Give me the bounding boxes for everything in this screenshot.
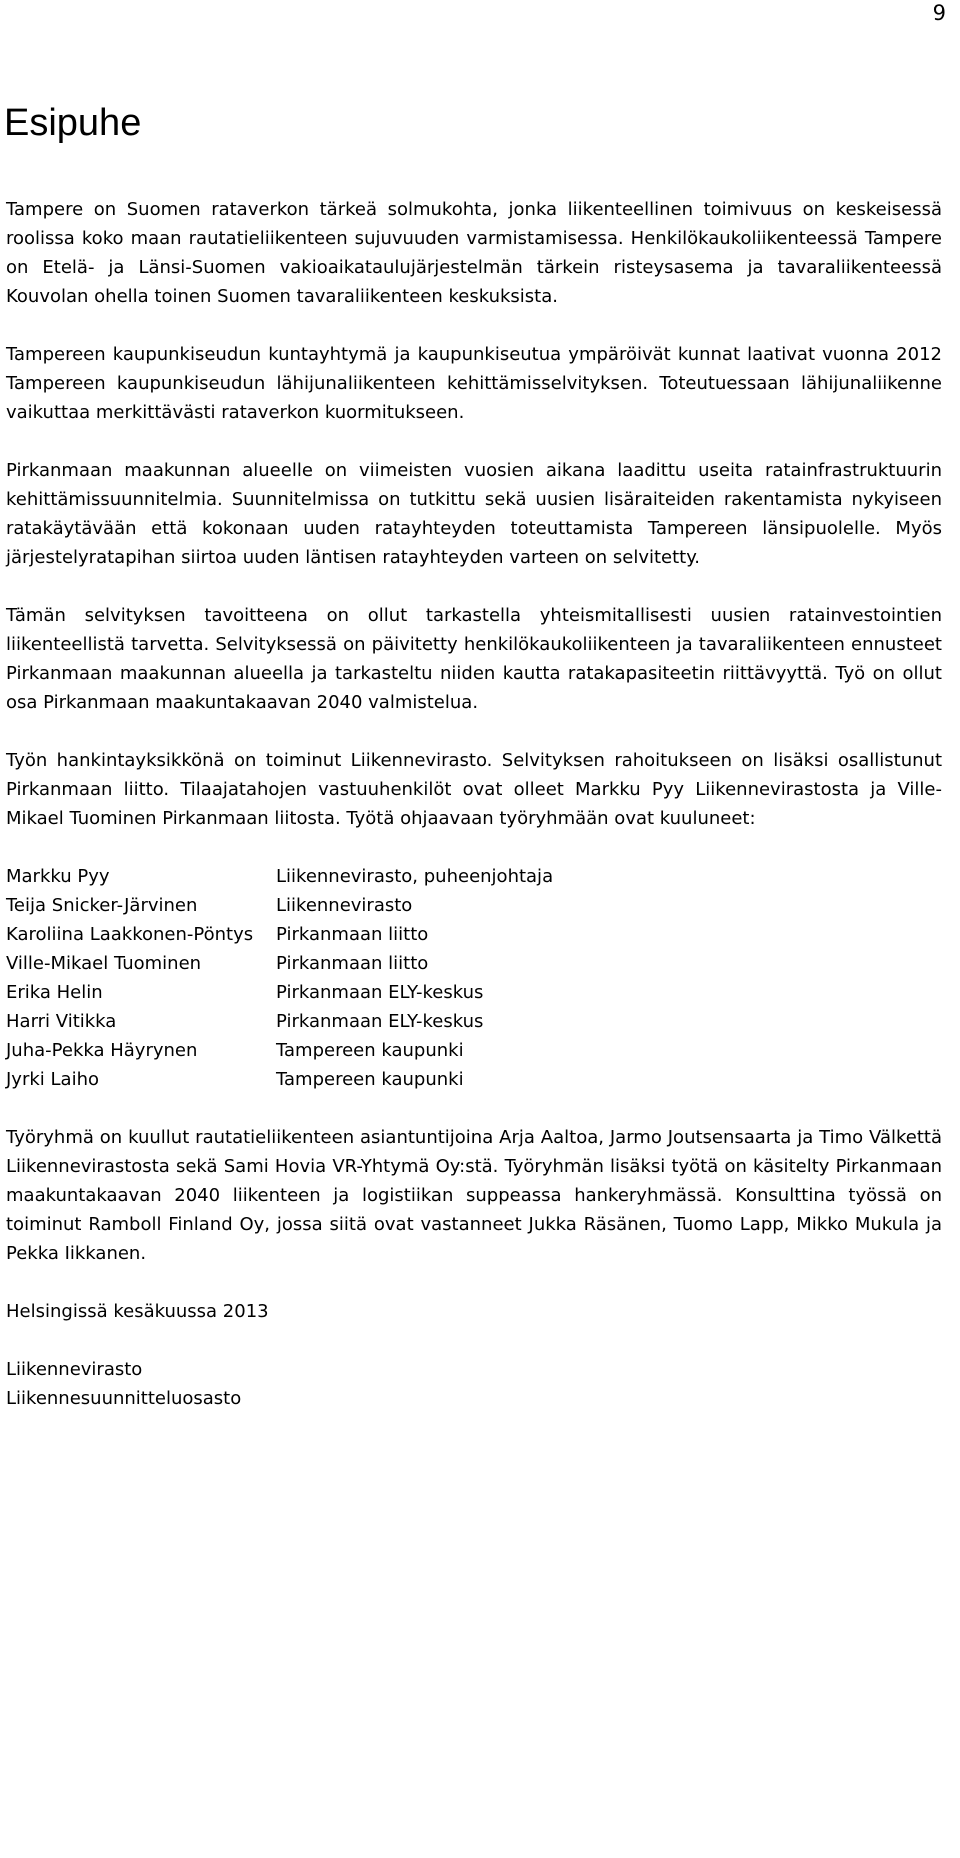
member-row: [6, 1007, 553, 1036]
member-name: Ville-Mikael Tuominen: [6, 953, 202, 974]
member-row: [6, 1036, 553, 1065]
member-name: Karoliina Laakkonen-Pöntys: [6, 924, 254, 945]
member-row: [6, 1065, 553, 1094]
member-row: [6, 978, 553, 1007]
paragraph-study-goal: Tämän selvityksen tavoitteena on ollut tarkastella yhteismitallisesti uusien ratainvestointien liikenteellistä tarvetta. Selvityksessä on päivitetty henkilökaukoliikenteen ja tavaraliikenteen ennusteet Pirkanmaan maakunnan alueella ja tarkasteltu niiden kautta ratakapasiteetin riittävyyttä. Työ on ollut osa Pirkanmaan maakuntakaavan 2040 valmistelua.: [6, 605, 942, 713]
member-name: Teija Snicker-Järvinen: [6, 895, 198, 916]
paragraph-commuter-rail: Tampereen kaupunkiseudun kuntayhtymä ja kaupunkiseutua ympäröivät kunnat laativat vuonna 2012 Tampereen kaupunkiseudun lähijunaliikenteen kehittämisselvityksen. Toteutuessaan lähijunaliikenne vaikuttaa merkittävästi rataverkon kuormitukseen.: [6, 344, 942, 423]
page-title: Esipuhe: [4, 102, 142, 144]
member-name: Jyrki Laiho: [6, 1069, 99, 1090]
member-name: Erika Helin: [6, 982, 103, 1003]
member-name: Juha-Pekka Häyrynen: [6, 1040, 198, 1061]
member-organization: Pirkanmaan ELY-keskus: [276, 982, 484, 1003]
place-and-date: Helsingissä kesäkuussa 2013: [6, 1301, 269, 1322]
member-row: [6, 862, 553, 891]
paragraph-infrastructure-plans: Pirkanmaan maakunnan alueelle on viimeisten vuosien aikana laadittu useita ratainfrastruktuurin kehittämissuunnitelmia. Suunnitelmissa on tutkittu sekä uusien lisäraiteiden rakentamista nykyiseen ratakäytävään että kokonaan uuden ratayhteyden toteuttamista Tampereen länsipuolelle. Myös järjestelyratapihan siirtoa uuden läntisen ratayhteyden varteen on selvitetty.: [6, 460, 942, 568]
signature-block: [6, 1355, 942, 1413]
member-organization: Tampereen kaupunki: [276, 1069, 464, 1090]
member-organization: Tampereen kaupunki: [276, 1040, 464, 1061]
member-name: Harri Vitikka: [6, 1011, 117, 1032]
signature-unit: Liikennesuunnitteluosasto: [6, 1388, 242, 1409]
member-organization: Liikennevirasto, puheenjohtaja: [276, 866, 554, 887]
document-body: [6, 195, 942, 1413]
member-organization: Pirkanmaan liitto: [276, 924, 429, 945]
paragraph-steering-group: Työn hankintayksikkönä on toiminut Liikennevirasto. Selvityksen rahoitukseen on lisäksi osallistunut Pirkanmaan liitto. Tilaajatahojen vastuuhenkilöt ovat olleet Markku Pyy Liikennevirastosta ja Ville-Mikael Tuominen Pirkanmaan liitosta. Työtä ohjaavaan työryhmään ovat kuuluneet:: [6, 750, 942, 829]
member-name: Markku Pyy: [6, 866, 110, 887]
page-number: 9: [932, 1, 946, 25]
member-row: [6, 949, 553, 978]
member-organization: Pirkanmaan ELY-keskus: [276, 1011, 484, 1032]
member-row: [6, 891, 553, 920]
signature-organization: Liikennevirasto: [6, 1359, 143, 1380]
member-organization: Liikennevirasto: [276, 895, 413, 916]
paragraph-consultation: Työryhmä on kuullut rautatieliikenteen asiantuntijoina Arja Aaltoa, Jarmo Joutsensaarta ja Timo Välkettä Liikennevirastosta sekä Sami Hovia VR-Yhtymä Oy:stä. Työryhmän lisäksi työtä on käsitelty Pirkanmaan maakuntakaavan 2040 liikenteen ja logistiikan suppeassa hankeryhmässä. Konsulttina työssä on toiminut Ramboll Finland Oy, jossa siitä ovat vastanneet Jukka Räsänen, Tuomo Lapp, Mikko Mukula ja Pekka Iikkanen.: [6, 1127, 942, 1264]
paragraph-intro: Tampere on Suomen rataverkon tärkeä solmukohta, jonka liikenteellinen toimivuus on keskeisessä roolissa koko maan rautatieliikenteen sujuvuuden varmistamisessa. Henkilökaukoliikenteessä Tampere on Etelä- ja Länsi-Suomen vakioaikataulujärjestelmän tärkein risteysasema ja tavaraliikenteessä Kouvolan ohella toinen Suomen tavaraliikenteen keskuksista.: [6, 199, 942, 307]
member-organization: Pirkanmaan liitto: [276, 953, 429, 974]
steering-group-members: [6, 862, 553, 1094]
member-row: [6, 920, 553, 949]
